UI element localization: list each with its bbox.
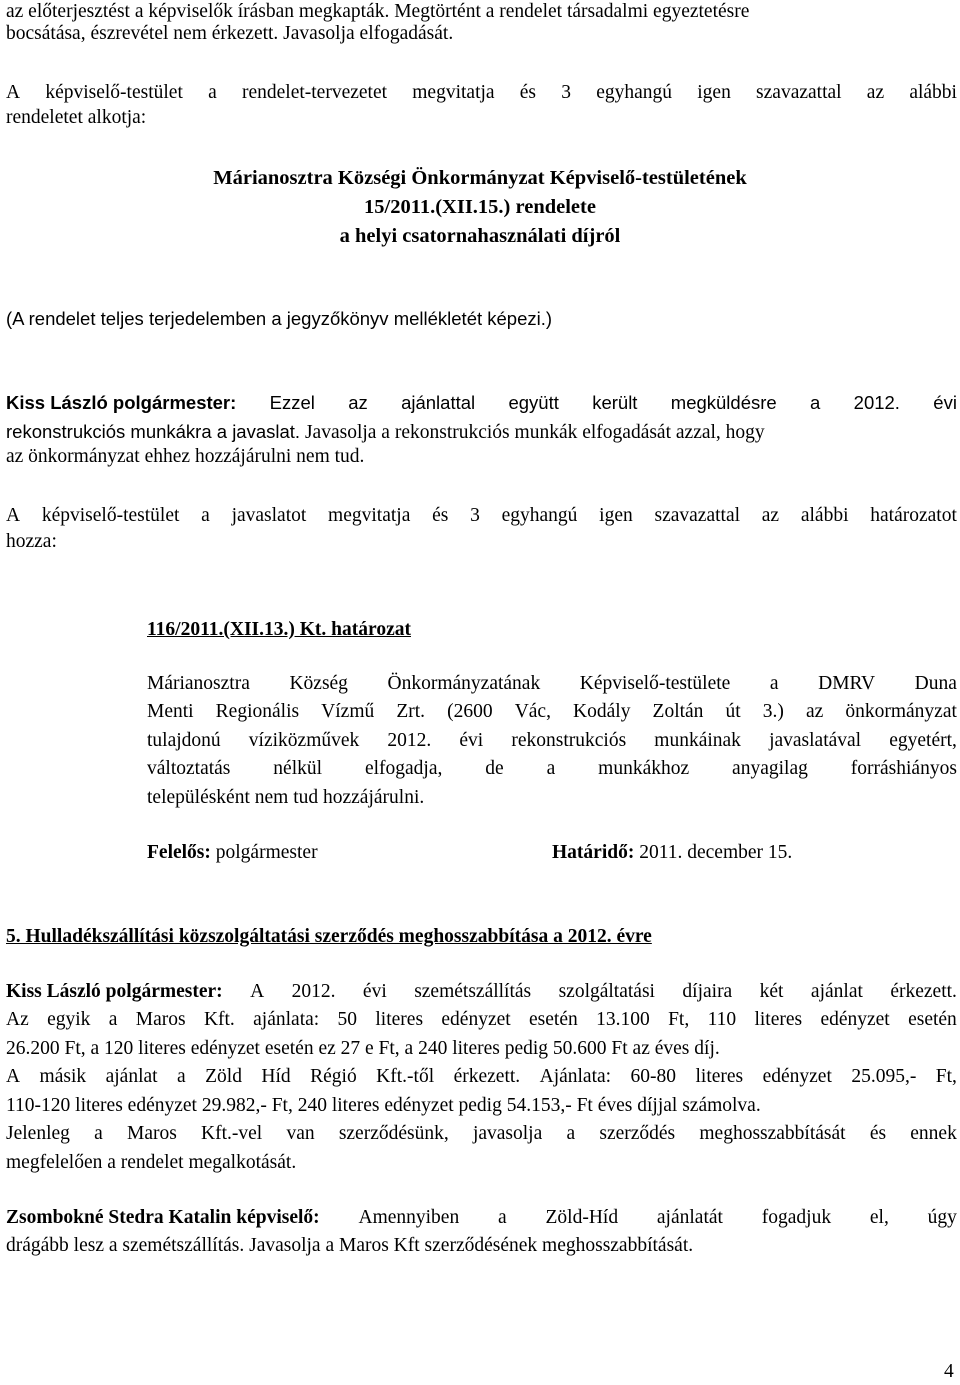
word: alábbi	[800, 505, 849, 526]
word: a	[108, 1009, 118, 1030]
word: 2012.	[387, 730, 432, 751]
word: 3.)	[762, 701, 784, 722]
statement-text-sans: rekonstrukciós munkákra a javaslat.	[6, 421, 301, 442]
word: rendelet-tervezetet	[241, 82, 388, 103]
word: Régió	[310, 1066, 357, 1087]
word: fogadjuk	[761, 1207, 832, 1228]
word: nélkül	[273, 758, 323, 779]
word: a	[94, 1123, 103, 1144]
waste-statement-line-6	[6, 1122, 957, 1146]
word: Kft.	[203, 1009, 235, 1030]
word: literes	[375, 1009, 424, 1030]
mayor-statement-line-3: az önkormányzat ehhez hozzájárulni nem tud.	[6, 446, 365, 467]
word: Ft,	[935, 1066, 957, 1087]
word: (2600	[447, 701, 493, 722]
word: ennek	[910, 1123, 957, 1144]
word: A	[6, 82, 21, 103]
word: a	[810, 392, 821, 413]
word: Híd	[261, 1066, 291, 1087]
resolution-line-2	[147, 700, 957, 724]
word: ajánlat	[810, 981, 863, 1002]
word: ajánlattal	[401, 392, 476, 413]
waste-statement-line-5: 110-120 literes edényzet 29.982,- Ft, 240 literes edényzet pedig 54.153,- Ft éves díjjal számolva.	[6, 1095, 761, 1116]
word: Vízmű	[321, 701, 375, 722]
decree-title-line-3: a helyi csatornahasználati díjról	[339, 225, 621, 247]
word: forráshiányos	[850, 758, 957, 779]
word: 13.100	[596, 1009, 650, 1030]
word: igen	[599, 505, 633, 526]
word: 2012.	[291, 981, 336, 1002]
word: ajánlatát	[656, 1207, 723, 1228]
word: elfogadja,	[364, 758, 443, 779]
word: díjaira	[682, 981, 733, 1002]
word: el,	[869, 1207, 889, 1228]
word: alábbi	[909, 82, 957, 103]
word: és	[519, 82, 537, 103]
deadline-label: Határidő:	[552, 842, 635, 863]
word: 2012.	[853, 392, 900, 413]
word: Zöld-Híd	[545, 1207, 619, 1228]
waste-statement-line-1	[6, 980, 957, 1004]
deadline-value: 2011. december 15.	[639, 842, 793, 863]
word: önkormányzat	[845, 701, 957, 722]
word: másik	[39, 1066, 87, 1087]
word: tulajdonú	[147, 730, 221, 751]
word: szavazattal	[756, 82, 842, 103]
word: rekonstrukciós	[511, 730, 627, 751]
word: javaslatával	[769, 730, 862, 751]
word: a	[208, 82, 217, 103]
resolution-line-4	[147, 757, 957, 781]
word: Jelenleg	[6, 1123, 70, 1144]
word: literes	[695, 1066, 744, 1087]
resolution-title: 116/2011.(XII.13.) Kt. határozat	[147, 619, 411, 640]
word: A	[250, 981, 265, 1002]
word: Zöld	[205, 1066, 242, 1087]
word: Kft.-től	[376, 1066, 435, 1087]
word: az	[761, 505, 780, 526]
word: munkáinak	[654, 730, 741, 751]
word: az	[805, 701, 824, 722]
councillor-statement-line-2: drágább lesz a szemétszállítás. Javasolja a Maros Kft szerződésének meghosszabbítását.	[6, 1235, 694, 1256]
word: a	[177, 1066, 186, 1087]
word: szerződésünk,	[338, 1123, 449, 1144]
waste-statement-line-3: 26.200 Ft, a 120 literes edényzet esetén ez 27 e Ft, a 240 literes pedig 50.600 Ft az éves díj.	[6, 1038, 720, 1059]
word: két	[759, 981, 784, 1002]
word: került	[592, 392, 638, 413]
word: a	[566, 1123, 576, 1144]
decree-title-line-1: Márianosztra Községi Önkormányzat Képviselő-testületének	[213, 167, 747, 189]
word: a	[498, 1207, 507, 1228]
waste-statement-line-2	[6, 1008, 957, 1032]
word: egyetért,	[889, 730, 957, 751]
deadline-row	[552, 841, 792, 865]
word: Kodály	[573, 701, 631, 722]
word: egyhangú	[501, 505, 578, 526]
intro-line-1: az előterjesztést a képviselők írásban megkapták. Megtörtént a rendelet társadalmi egyeztetésre	[6, 1, 750, 22]
word: évi	[459, 730, 484, 751]
word: Maros	[126, 1123, 177, 1144]
word: Menti	[147, 701, 194, 722]
word: érkezett.	[453, 1066, 521, 1087]
word: és	[869, 1123, 887, 1144]
word: javaslatot	[231, 505, 307, 526]
mayor-statement-line-2	[6, 420, 765, 445]
word: edényzet	[820, 1009, 890, 1030]
word: Márianosztra	[147, 673, 250, 694]
resolution-line-3	[147, 729, 957, 753]
councillor-statement-line-1	[6, 1206, 957, 1230]
word: képviselő-testület	[45, 82, 183, 103]
annex-note: (A rendelet teljes terjedelemben a jegyzőkönyv mellékletét képezi.)	[6, 308, 553, 329]
word: javasolja	[472, 1123, 543, 1144]
word: az	[348, 392, 368, 413]
word: Község	[289, 673, 348, 694]
word: szerződés	[599, 1123, 676, 1144]
word: meghosszabbítását	[699, 1123, 846, 1144]
word: úgy	[927, 1207, 957, 1228]
page-number: 4	[944, 1361, 954, 1382]
word: 60-80	[630, 1066, 677, 1087]
word: a	[769, 673, 779, 694]
resolution-line-1	[147, 672, 957, 696]
word: A	[6, 1066, 21, 1087]
word: de	[485, 758, 504, 779]
speaker-name: Zsombokné Stedra Katalin képviselő:	[6, 1207, 320, 1228]
word: az	[866, 82, 885, 103]
word: egyhangú	[596, 82, 673, 103]
waste-statement-line-4	[6, 1065, 957, 1089]
word: ajánlata:	[253, 1009, 320, 1030]
word: határozatot	[870, 505, 957, 526]
word: változtatás	[147, 758, 231, 779]
word: 25.095,-	[851, 1066, 917, 1087]
word: 3	[470, 505, 480, 526]
word: DMRV	[818, 673, 876, 694]
decree-title-line-2: 15/2011.(XII.15.) rendelete	[364, 196, 596, 218]
word: megvitatja	[412, 82, 495, 103]
word: edényzet	[441, 1009, 511, 1030]
word: Önkormányzatának	[387, 673, 541, 694]
word: munkákhoz	[598, 758, 690, 779]
word: és	[432, 505, 449, 526]
vote-paragraph-line-1	[6, 81, 957, 105]
speaker-name: Kiss László polgármester:	[6, 392, 237, 413]
responsible-label: Felelős:	[147, 842, 211, 863]
resolution-line-5: településként nem tud hozzájárulni.	[147, 787, 425, 808]
word: megvitatja	[328, 505, 411, 526]
word: 110	[707, 1009, 737, 1030]
word: együtt	[508, 392, 559, 413]
word: Az	[6, 1009, 29, 1030]
vote-paragraph-line-2: rendeletet alkotja:	[6, 107, 147, 128]
word: esetén	[529, 1009, 578, 1030]
word: a	[546, 758, 556, 779]
word: szolgáltatási	[558, 981, 655, 1002]
statement-text-serif: Javasolja a rekonstrukciós munkák elfogadását azzal, hogy	[304, 422, 765, 443]
word: Vác,	[514, 701, 551, 722]
word: Maros	[135, 1009, 186, 1030]
word: Képviselő-testülete	[579, 673, 731, 694]
word: a	[201, 505, 210, 526]
word: érkezett.	[890, 981, 957, 1002]
word: szavazattal	[654, 505, 741, 526]
word: út	[725, 701, 741, 722]
responsible-value: polgármester	[215, 842, 318, 863]
word: 3	[561, 82, 571, 103]
word: A	[6, 505, 21, 526]
word: évi	[362, 981, 387, 1002]
word: Kft.-vel	[201, 1123, 263, 1144]
word: Zrt.	[396, 701, 426, 722]
word: esetén	[908, 1009, 957, 1030]
word: Ezzel	[269, 392, 315, 413]
word: anyagilag	[732, 758, 808, 779]
speaker-name: Kiss László polgármester:	[6, 981, 223, 1002]
word: edényzet	[762, 1066, 832, 1087]
word: évi	[933, 392, 957, 413]
word: van	[286, 1123, 315, 1144]
word: Ft,	[668, 1009, 690, 1030]
word: 50	[337, 1009, 358, 1030]
word: literes	[754, 1009, 803, 1030]
mayor-statement-line-1	[6, 391, 957, 415]
responsible-row	[147, 841, 318, 865]
word: ajánlat	[105, 1066, 158, 1087]
word: Duna	[914, 673, 957, 694]
word: képviselő-testület	[41, 505, 180, 526]
intro-line-2: bocsátása, észrevétel nem érkezett. Javasolja elfogadását.	[6, 23, 454, 44]
resolution-vote-line-2: hozza:	[6, 531, 57, 552]
word: szemétszállítás	[414, 981, 532, 1002]
word: Ajánlata:	[539, 1066, 612, 1087]
word: Zoltán	[652, 701, 704, 722]
resolution-vote-line-1	[6, 504, 957, 528]
word: Regionális	[215, 701, 300, 722]
word: Amennyiben	[358, 1207, 460, 1228]
word: víziközművek	[248, 730, 360, 751]
word: megküldésre	[670, 392, 777, 413]
waste-statement-line-7: megfelelően a rendelet megalkotását.	[6, 1152, 297, 1173]
word: egyik	[47, 1009, 91, 1030]
section-5-heading: 5. Hulladékszállítási közszolgáltatási szerződés meghosszabbítása a 2012. évre	[6, 926, 652, 947]
word: igen	[697, 82, 731, 103]
